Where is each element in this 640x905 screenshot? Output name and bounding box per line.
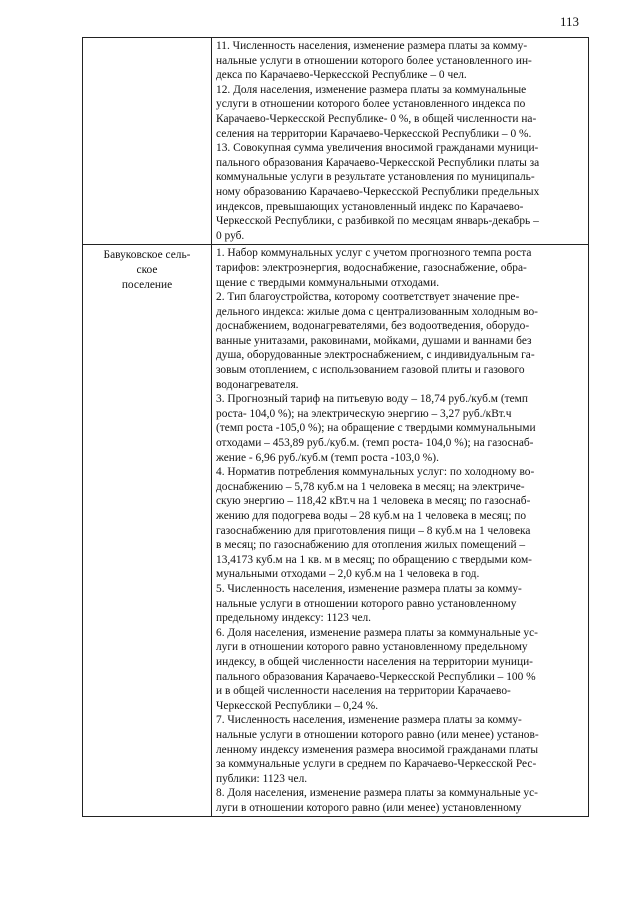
indicator-text-line: 6. Доля населения, изменение размера платы за коммунальные ус- bbox=[216, 626, 538, 639]
indicator-text-line: индексов, превышающих установленный индекс по Карачаево- bbox=[216, 200, 524, 213]
municipality-name bbox=[83, 38, 211, 41]
indicator-text-line: и в общей численности населения на территории Карачаево- bbox=[216, 685, 511, 698]
indicator-text-line: дельного индекса: жилые дома с централизованным холодным во- bbox=[216, 305, 538, 318]
indicator-text-line: доснабжением, водонагревателями, без водоотведения, оборудо- bbox=[216, 320, 530, 333]
indicator-text-line: роста- 104,0 %); на электрическую энергию – 3,27 руб./кВт.ч bbox=[216, 407, 512, 420]
indicator-text-line: публики: 1123 чел. bbox=[216, 772, 308, 785]
indicators-cell bbox=[212, 245, 589, 817]
indicator-item bbox=[216, 786, 585, 815]
indicator-text-line: (темп роста -105,0 %); на обращение с твердыми коммунальными bbox=[216, 422, 536, 435]
municipality-name bbox=[83, 245, 211, 292]
indicator-text-line: отходами – 453,89 руб./куб.м. (темп роста- 104,0 %); на газоснаб- bbox=[216, 437, 534, 450]
indicator-text-line: 1. Набор коммунальных услуг с учетом прогнозного темпа роста bbox=[216, 247, 532, 260]
indicator-text-line: нальные услуги в отношении которого равно установленному bbox=[216, 597, 517, 610]
indicator-text-line: газоснабжению для приготовления пищи – 8 куб.м на 1 человека bbox=[216, 524, 531, 537]
indicators-cell bbox=[212, 38, 589, 245]
municipality-name-line: ское bbox=[136, 263, 158, 276]
indicator-text-line: нальные услуги в отношении которого равно (или менее) установ- bbox=[216, 728, 539, 741]
indicator-text-line: пального образования Карачаево-Черкесской Республики – 100 % bbox=[216, 670, 536, 683]
indicator-text-line: услуги в отношении которого более установленного индекса по bbox=[216, 98, 526, 111]
indicator-text-line: пального образования Карачаево-Черкесской Республики платы за bbox=[216, 156, 540, 169]
indicator-text-line: 3. Прогнозный тариф на питьевую воду – 18,74 руб./куб.м (темп bbox=[216, 393, 528, 406]
indicator-text-line: доснабжению – 5,78 куб.м на 1 человека в месяц; на электриче- bbox=[216, 480, 525, 493]
indicator-text-line: 2. Тип благоустройства, которому соответствует значение пре- bbox=[216, 291, 520, 304]
indicator-text-line: нальные услуги в отношении которого более установленного ин- bbox=[216, 54, 532, 67]
indicator-text-line: за коммунальные услуги в среднем по Карачаево-Черкесской Рес- bbox=[216, 758, 537, 771]
indicator-text-line: селения на территории Карачаево-Черкесской Республики – 0 %. bbox=[216, 127, 532, 140]
indicator-text-line: зовым отоплением, с использованием газовой плиты и газового bbox=[216, 364, 525, 377]
indicator-item bbox=[216, 626, 585, 714]
document-table bbox=[82, 37, 589, 817]
indicator-text-line: 4. Норматив потребления коммунальных услуг: по холодному во- bbox=[216, 466, 535, 479]
page-number: 113 bbox=[560, 14, 580, 29]
municipality-name-line: Бавуковское сель- bbox=[103, 249, 191, 262]
indicator-text-line: 11. Численность населения, изменение размера платы за комму- bbox=[216, 40, 528, 52]
indicator-text-line: 7. Численность населения, изменение размера платы за комму- bbox=[216, 714, 522, 727]
indicator-text-line: 0 руб. bbox=[216, 229, 245, 242]
indicator-text-line: скую энергию – 118,42 кВт.ч на 1 человека в месяц; по газоснаб- bbox=[216, 495, 531, 508]
indicator-text-line: 12. Доля населения, изменение размера платы за коммунальные bbox=[216, 83, 527, 96]
indicator-text-line: Черкесской Республики, с разбивкой по месяцам январь-декабрь – bbox=[216, 215, 539, 228]
indicator-text-line: ленному индексу изменения размера вносимой гражданами платы bbox=[216, 743, 539, 756]
table-body bbox=[83, 38, 589, 817]
indicator-item bbox=[216, 290, 585, 392]
indicator-text-line: душа, оборудованные электроснабжением, с индивидуальным га- bbox=[216, 349, 535, 362]
indicator-text-line: тарифов: электроэнергия, водоснабжение, газоснабжение, обра- bbox=[216, 261, 527, 274]
municipality-cell bbox=[83, 38, 212, 245]
indicator-text-line: коммунальные услуги в результате установления по муниципаль- bbox=[216, 171, 535, 184]
indicator-text-line: водонагревателя. bbox=[216, 378, 299, 391]
indicator-text-line: луги в отношении которого равно установленному предельному bbox=[216, 641, 528, 654]
indicator-text-line: ному образованию Карачаево-Черкесской Республики предельных bbox=[216, 185, 540, 198]
indicator-text-line: жению для подогрева воды – 28 куб.м на 1 человека в месяц; по bbox=[216, 510, 527, 522]
indicator-text-line: индексу, в общей численности населения на территории муници- bbox=[216, 655, 533, 668]
indicator-text-line: 5. Численность населения, изменение размера платы за комму- bbox=[216, 582, 522, 595]
indicator-item bbox=[216, 392, 585, 465]
indicator-text-line: щение с твердыми коммунальными отходами. bbox=[216, 276, 440, 289]
indicator-text-line: 13,4173 куб.м на 1 кв. м в месяц; по обращению с твердыми ком- bbox=[216, 553, 532, 566]
table-row bbox=[83, 245, 589, 817]
table-row bbox=[83, 38, 589, 245]
indicator-text-line: 8. Доля населения, изменение размера платы за коммунальные ус- bbox=[216, 787, 538, 800]
indicator-item bbox=[216, 141, 585, 243]
indicator-text-line: мунальными отходами – 2,0 куб.м на 1 человека в год. bbox=[216, 568, 480, 581]
indicator-item bbox=[216, 39, 585, 83]
indicator-item bbox=[216, 465, 585, 582]
indicator-item bbox=[216, 246, 585, 290]
indicator-item bbox=[216, 713, 585, 786]
indicator-text-line: в месяц; по газоснабжению для отопления жилых помещений – bbox=[216, 539, 526, 552]
indicator-text-line: декса по Карачаево-Черкесской Республике – 0 чел. bbox=[216, 69, 467, 82]
indicator-text-line: 13. Совокупная сумма увеличения вносимой гражданами муници- bbox=[216, 142, 539, 155]
municipality-cell bbox=[83, 245, 212, 817]
indicator-text-line: жение - 6,96 руб./куб.м (темп роста -103,0 %). bbox=[216, 451, 439, 464]
municipality-name-line: поселение bbox=[121, 278, 173, 291]
indicator-item bbox=[216, 582, 585, 626]
indicator-item bbox=[216, 83, 585, 141]
indicator-text-line: ванные унитазами, раковинами, мойками, душами и ваннами без bbox=[216, 334, 532, 347]
indicator-text-line: Карачаево-Черкесской Республике- 0 %, в общей численности на- bbox=[216, 112, 537, 125]
indicator-text-line: Черкесской Республики – 0,24 %. bbox=[216, 699, 379, 712]
indicator-text-line: предельному индексу: 1123 чел. bbox=[216, 612, 372, 625]
indicator-text-line: луги в отношении которого равно (или менее) установленному bbox=[216, 801, 522, 814]
